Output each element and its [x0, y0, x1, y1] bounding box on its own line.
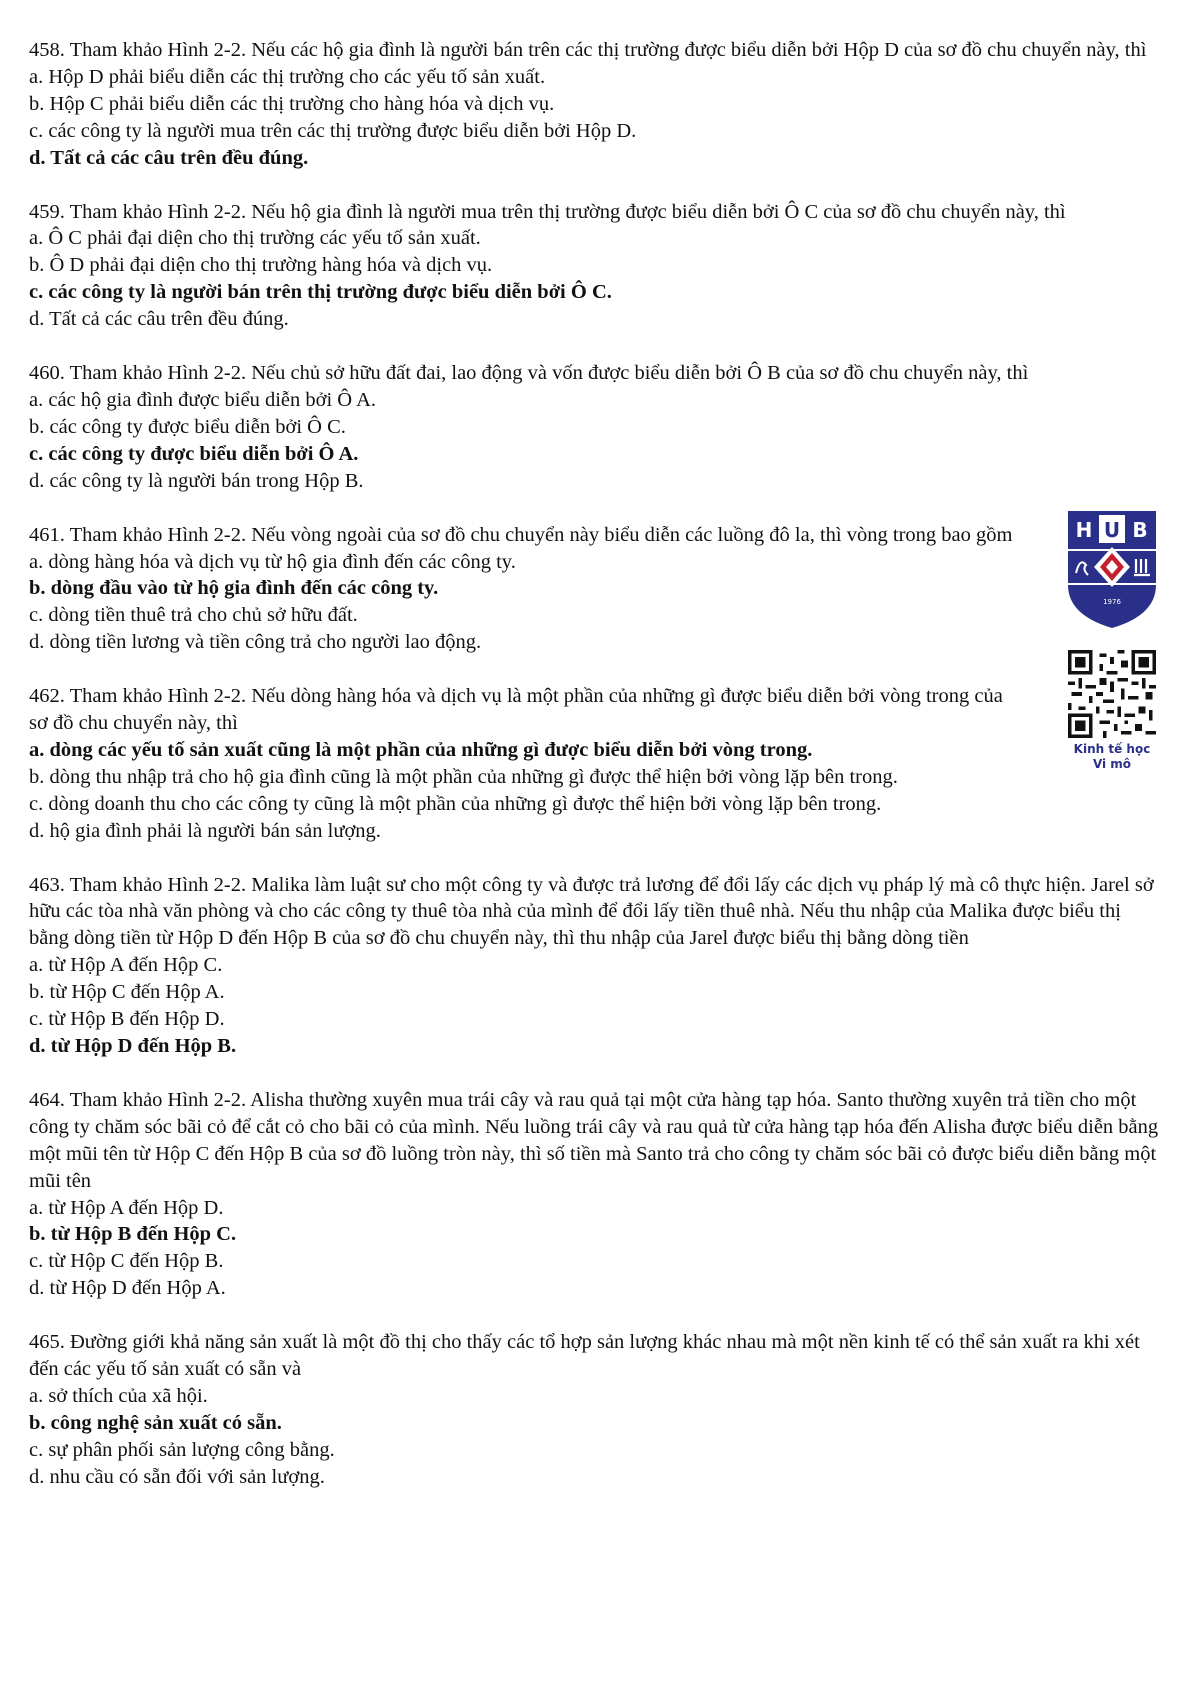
option-d-correct: d. Tất cả các câu trên đều đúng.	[29, 146, 309, 169]
option-a: a. Ô C phải đại diện cho thị trường các yếu tố sản xuất.	[29, 227, 481, 250]
option-d: d. hộ gia đình phải là người bán sản lượng.	[29, 819, 381, 842]
question-464	[29, 1087, 1164, 1302]
logo-caption-line1: Kinh tế học	[1073, 742, 1151, 756]
option-d: d. nhu cầu có sẵn đối với sản lượng.	[29, 1465, 325, 1488]
option-c: c. dòng doanh thu cho các công ty cũng là một phần của những gì được thể hiện bởi vòng lặp bên trong.	[29, 792, 882, 815]
option-d-correct: d. từ Hộp D đến Hộp B.	[29, 1035, 237, 1057]
option-b: b. từ Hộp C đến Hộp A.	[29, 981, 225, 1004]
option-a: a. sở thích của xã hội.	[29, 1384, 208, 1407]
option-a: a. các hộ gia đình được biểu diễn bởi Ô A.	[29, 388, 377, 411]
logo-caption-line2: Vi mô	[1092, 757, 1132, 771]
question-462	[29, 683, 1164, 844]
option-c: c. các công ty là người mua trên các thị trường được biểu diễn bởi Hộp D.	[29, 119, 637, 142]
option-a: a. dòng hàng hóa và dịch vụ từ hộ gia đình đến các công ty.	[29, 550, 516, 573]
option-a: a. từ Hộp A đến Hộp D.	[29, 1196, 224, 1219]
option-b: b. các công ty được biểu diễn bởi Ô C.	[29, 415, 346, 438]
qr-code-icon	[1068, 650, 1156, 738]
option-b-correct: b. công nghệ sản xuất có sẵn.	[29, 1411, 282, 1434]
option-d: d. các công ty là người bán trong Hộp B.	[29, 469, 364, 492]
option-a: a. từ Hộp A đến Hộp C.	[29, 954, 223, 977]
question-stem: 464. Tham khảo Hình 2-2. Alisha thường xuyên mua trái cây và rau quả tại một cửa hàng tạp hóa. Santo thường xuyên trả tiền cho một công ty chăm sóc bãi cỏ để cắt cỏ cho bãi cỏ của mình. Nếu luồng trái cây và rau quả từ cửa hàng tạp hóa đến Alisha được biểu diễn bằng một mũi tên từ Hộp C đến Hộp B của sơ đồ luồng tròn này, thì số tiền mà Santo trả cho công ty chăm sóc bãi cỏ được biểu diễn bằng một mũi tên	[29, 1088, 1159, 1192]
option-b-correct: b. dòng đầu vào từ hộ gia đình đến các công ty.	[29, 577, 439, 600]
question-stem: 461. Tham khảo Hình 2-2. Nếu vòng ngoài của sơ đồ chu chuyển này biểu diễn các luồng đô la, thì vòng trong bao gồm	[29, 523, 1013, 546]
option-b: b. Ô D phải đại diện cho thị trường hàng hóa và dịch vụ.	[29, 254, 493, 277]
logo-letter-b: B	[1132, 518, 1148, 542]
question-463	[29, 872, 1164, 1060]
option-c: c. từ Hộp C đến Hộp B.	[29, 1250, 224, 1273]
option-c: c. từ Hộp B đến Hộp D.	[29, 1008, 225, 1031]
option-b: b. dòng thu nhập trả cho hộ gia đình cũng là một phần của những gì được thể hiện bởi vòng lặp bên trong.	[29, 765, 898, 788]
hub-shield-icon	[1062, 507, 1162, 632]
option-d: d. dòng tiền lương và tiền công trả cho người lao động.	[29, 631, 482, 654]
question-stem: 465. Đường giới khả năng sản xuất là một đồ thị cho thấy các tổ hợp sản lượng khác nhau mà một nền kinh tế có thể sản xuất ra khi xét đến các yếu tố sản xuất có sẵn và	[29, 1331, 1140, 1381]
question-458	[29, 37, 1164, 172]
question-465	[29, 1329, 1164, 1490]
logo-letter-h: H	[1075, 518, 1093, 542]
option-c: c. sự phân phối sản lượng công bằng.	[29, 1438, 335, 1461]
question-461	[29, 522, 1164, 657]
question-stem: 462. Tham khảo Hình 2-2. Nếu dòng hàng hóa và dịch vụ là một phần của những gì được biểu diễn bởi vòng trong của sơ đồ chu chuyển này, thì	[29, 685, 1003, 735]
option-b-correct: b. từ Hộp B đến Hộp C.	[29, 1223, 237, 1246]
question-stem: 460. Tham khảo Hình 2-2. Nếu chủ sở hữu đất đai, lao động và vốn được biểu diễn bởi Ô B của sơ đồ chu chuyển này, thì	[29, 362, 1029, 385]
option-b: b. Hộp C phải biểu diễn các thị trường cho hàng hóa và dịch vụ.	[29, 92, 555, 115]
logo-letter-u: U	[1103, 518, 1121, 542]
option-a: a. Hộp D phải biểu diễn các thị trường cho các yếu tố sản xuất.	[29, 65, 546, 88]
option-c: c. dòng tiền thuê trả cho chủ sở hữu đất.	[29, 604, 358, 627]
option-d: d. từ Hộp D đến Hộp A.	[29, 1277, 226, 1300]
question-459	[29, 199, 1164, 334]
question-stem: 463. Tham khảo Hình 2-2. Malika làm luật sư cho một công ty và được trả lương để đổi lấy các dịch vụ pháp lý mà cô thực hiện. Jarel sở hữu các tòa nhà văn phòng và cho các công ty thuê tòa nhà của mình để đổi lấy tiền thuê nhà. Nếu thu nhập của Malika được biểu thị bằng dòng tiền từ Hộp D đến Hộp B của sơ đồ chu chuyển này, thì thu nhập của Jarel được biểu thị bằng dòng tiền	[29, 873, 1154, 950]
logo-caption	[1059, 742, 1165, 772]
option-d: d. Tất cả các câu trên đều đúng.	[29, 308, 289, 331]
document-page	[29, 37, 1164, 1518]
logo-year: 1976	[1103, 598, 1121, 606]
option-a-correct: a. dòng các yếu tố sản xuất cũng là một phần của những gì được biểu diễn bởi vòng trong.	[29, 738, 813, 761]
question-460	[29, 360, 1164, 495]
option-c-correct: c. các công ty là người bán trên thị trường được biểu diễn bởi Ô C.	[29, 281, 612, 304]
hub-logo	[1059, 507, 1165, 772]
question-stem: 459. Tham khảo Hình 2-2. Nếu hộ gia đình là người mua trên thị trường được biểu diễn bởi Ô C của sơ đồ chu chuyển này, thì	[29, 200, 1066, 223]
option-c-correct: c. các công ty được biểu diễn bởi Ô A.	[29, 442, 359, 465]
question-stem: 458. Tham khảo Hình 2-2. Nếu các hộ gia đình là người bán trên các thị trường được biểu diễn bởi Hộp D của sơ đồ chu chuyển này, thì	[29, 39, 1147, 61]
